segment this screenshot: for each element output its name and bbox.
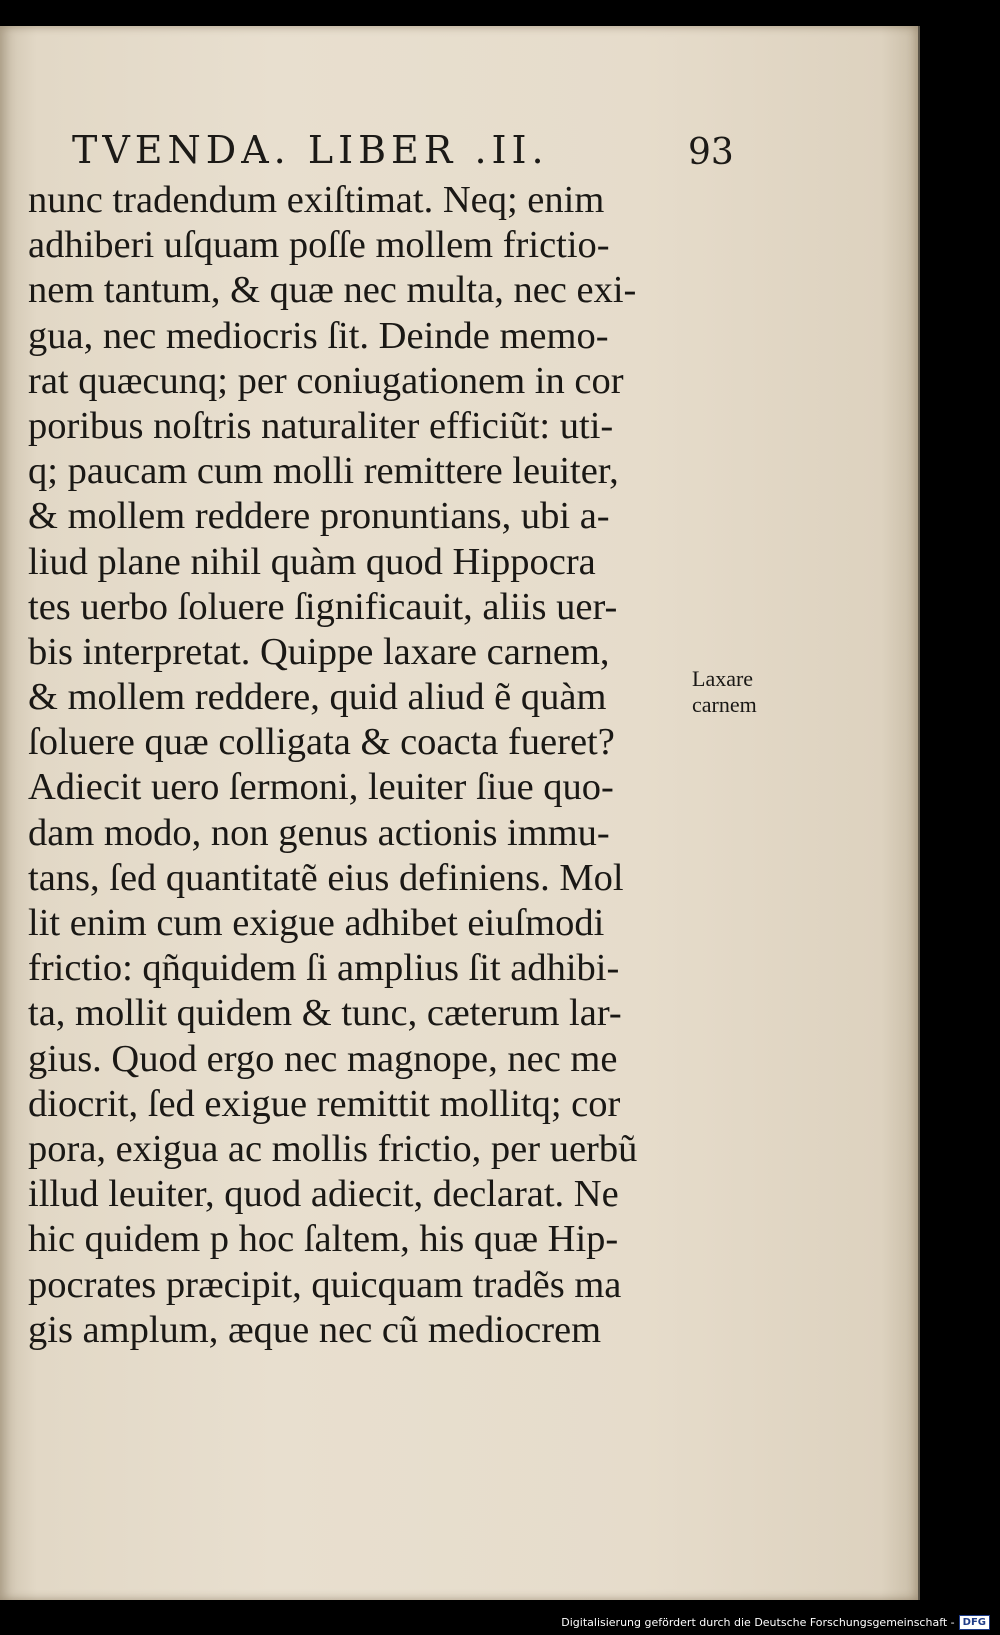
page-number: 93 bbox=[688, 132, 734, 173]
text-line: ta, mollit quidem & tunc, cæterum lar- bbox=[28, 992, 622, 1035]
digitization-credit bbox=[561, 1611, 990, 1633]
text-line: q; paucam cum molli remittere leuiter, bbox=[28, 450, 619, 493]
text-line: liud plane nihil quàm quod Hippocra bbox=[28, 540, 596, 583]
text-line: frictio: qñquidem ſi amplius ſit adhibi- bbox=[28, 947, 620, 990]
running-head: TVENDA. LIBER .II. bbox=[72, 128, 549, 172]
text-line: gius. Quod ergo nec magnope, nec me bbox=[28, 1037, 618, 1080]
text-line: pora, exigua ac mollis frictio, per uerbũ bbox=[28, 1127, 638, 1170]
dfg-logo-icon: DFG bbox=[959, 1615, 990, 1630]
text-line: dam modo, non genus actionis immu- bbox=[28, 811, 610, 854]
book-page bbox=[0, 26, 920, 1600]
text-line: poribus noſtris naturaliter efficiũt: uti- bbox=[28, 404, 614, 447]
text-line: Adiecit uero ſermoni, leuiter ſiue quo- bbox=[28, 766, 614, 809]
text-line: gis amplum, æque nec cũ mediocrem bbox=[28, 1308, 602, 1351]
text-line: nunc tradendum exiſtimat. Neq; enim bbox=[28, 179, 605, 221]
text-line: hic quidem p hoc ſaltem, his quæ Hip- bbox=[28, 1218, 619, 1261]
marginal-note bbox=[692, 666, 757, 718]
text-line: nem tantum, & quæ nec multa, nec exi- bbox=[28, 269, 637, 312]
text-line: tes uerbo ſoluere ſignificauit, aliis uer- bbox=[28, 585, 618, 628]
text-line: & mollem reddere, quid aliud ẽ quàm bbox=[28, 676, 607, 719]
text-line: tans, ſed quantitatẽ eius definiens. Mol bbox=[28, 856, 624, 899]
text-line: gua, nec mediocris ſit. Deinde memo- bbox=[28, 314, 609, 357]
marginal-note-line: carnem bbox=[692, 692, 757, 717]
text-line: rat quæcunq; per coniugationem in cor bbox=[28, 359, 624, 402]
text-line: & mollem reddere pronuntians, ubi a- bbox=[28, 495, 610, 538]
text-line: pocrates præcipit, quicquam tradẽs ma bbox=[28, 1263, 622, 1306]
text-line: diocrit, ſed exigue remittit mollitq; cor bbox=[28, 1082, 621, 1125]
text-line: bis interpretat. Quippe laxare carnem, bbox=[28, 630, 610, 673]
text-line: illud leuiter, quod adiecit, declarat. Ne bbox=[28, 1173, 619, 1216]
body-text bbox=[28, 178, 688, 1353]
text-line: ſoluere quæ colligata & coacta fueret? bbox=[28, 721, 615, 764]
text-line: lit enim cum exigue adhibet eiuſmodi bbox=[28, 902, 605, 944]
text-line: adhiberi uſquam poſſe mollem frictio- bbox=[28, 224, 610, 267]
credit-text: Digitalisierung gefördert durch die Deutsche Forschungsgemeinschaft - bbox=[561, 1615, 955, 1629]
marginal-note-line: Laxare bbox=[692, 666, 754, 691]
